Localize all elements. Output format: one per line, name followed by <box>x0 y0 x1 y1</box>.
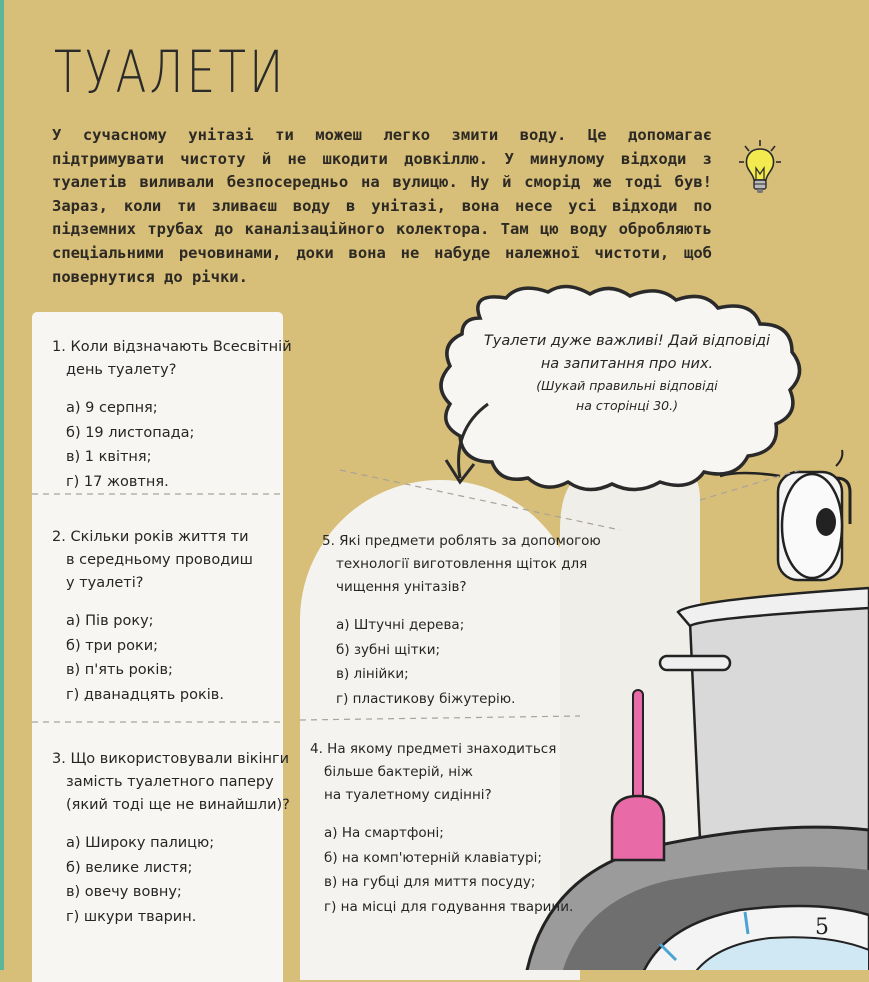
page-number: 5 <box>815 915 829 940</box>
answer-option: г) 17 жовтня. <box>66 473 169 490</box>
answer-option: а) Штучні дерева; <box>336 617 465 633</box>
question-text-line: у туалеті? <box>66 575 144 591</box>
question-text-line: 5. Які предмети роблять за допомогою <box>322 533 601 549</box>
answer-option: а) 9 серпня; <box>66 400 158 416</box>
question-text-line: більше бактерій, ніж <box>324 764 473 780</box>
page-title: ТУАЛЕТИ <box>54 38 287 106</box>
answer-option: в) п'ять років; <box>66 662 173 678</box>
question-text-line: 4. На якому предметі знаходиться <box>310 741 557 757</box>
question-text-line: технології виготовлення щіток для <box>336 556 588 572</box>
answer-option: г) пластикову біжутерію. <box>336 690 516 707</box>
answer-option: в) на губці для миття посуду; <box>324 874 536 890</box>
intro-paragraph: У сучасному унітазі ти можеш легко змити воду. Це допомагає підтримувати чистоту й не шкодити довкіллю. У минулому відходи з туалетів виливали безпосередньо на вулицю. Ну й сморід же тоді був! Зараз, коли ти зливаєш воду в унітазі, вона несе усі відходи по підземних трубах до каналізаційного колектора. Там цю воду обробляють спеціальними речовинами, доки вона не набуде належної чистоти, щоб повернутися до річки. <box>52 126 712 286</box>
answer-option: б) велике листя; <box>66 859 193 876</box>
answer-option: а) Широку палицю; <box>66 835 215 851</box>
answer-option: а) Пів року; <box>66 613 154 629</box>
answer-option: в) 1 квітня; <box>66 449 152 465</box>
question-text-line: замість туалетного паперу <box>66 774 274 790</box>
question-2 <box>52 526 253 707</box>
cloud-line-3: (Шукай правильні відповіді <box>536 378 718 393</box>
answer-option: б) на комп'ютерній клавіатурі; <box>324 849 542 866</box>
answer-option: а) На смартфоні; <box>324 825 444 841</box>
answer-option: г) шкури тварин. <box>66 908 197 925</box>
cloud-caption <box>462 330 792 416</box>
question-text-line: 1. Коли відзначають Всесвітній <box>52 339 292 355</box>
question-text-line: (який тоді ще не винайшли)? <box>66 797 290 813</box>
answer-option: б) 19 листопада; <box>66 424 195 441</box>
question-text-line: на туалетному сидінні? <box>324 787 492 803</box>
question-text-line: чищення унітазів? <box>336 579 467 595</box>
question-text-line: 2. Скільки років життя ти <box>52 529 249 545</box>
cloud-line-1: Туалети дуже важливі! Дай відповіді <box>483 333 771 349</box>
answer-option: б) три роки; <box>66 637 159 654</box>
question-3 <box>52 748 290 929</box>
question-1 <box>52 336 292 494</box>
answer-option: в) лінійки; <box>336 666 409 682</box>
question-text-line: 3. Що використовували вікінги <box>52 751 290 767</box>
answer-option: г) на місці для годування тварини. <box>324 898 574 915</box>
cloud-line-2: на запитання про них. <box>540 356 714 372</box>
cloud-line-4: на сторінці 30.) <box>576 398 678 413</box>
question-4 <box>310 738 573 919</box>
question-text-line: в середньому проводиш <box>66 552 253 568</box>
question-5 <box>322 530 601 711</box>
answer-option: б) зубні щітки; <box>336 641 441 658</box>
answer-option: в) овечу вовну; <box>66 884 182 900</box>
toilet-paper-roll-icon <box>720 472 842 580</box>
question-text-line: день туалету? <box>66 362 177 378</box>
answer-option: г) дванадцять років. <box>66 686 224 703</box>
